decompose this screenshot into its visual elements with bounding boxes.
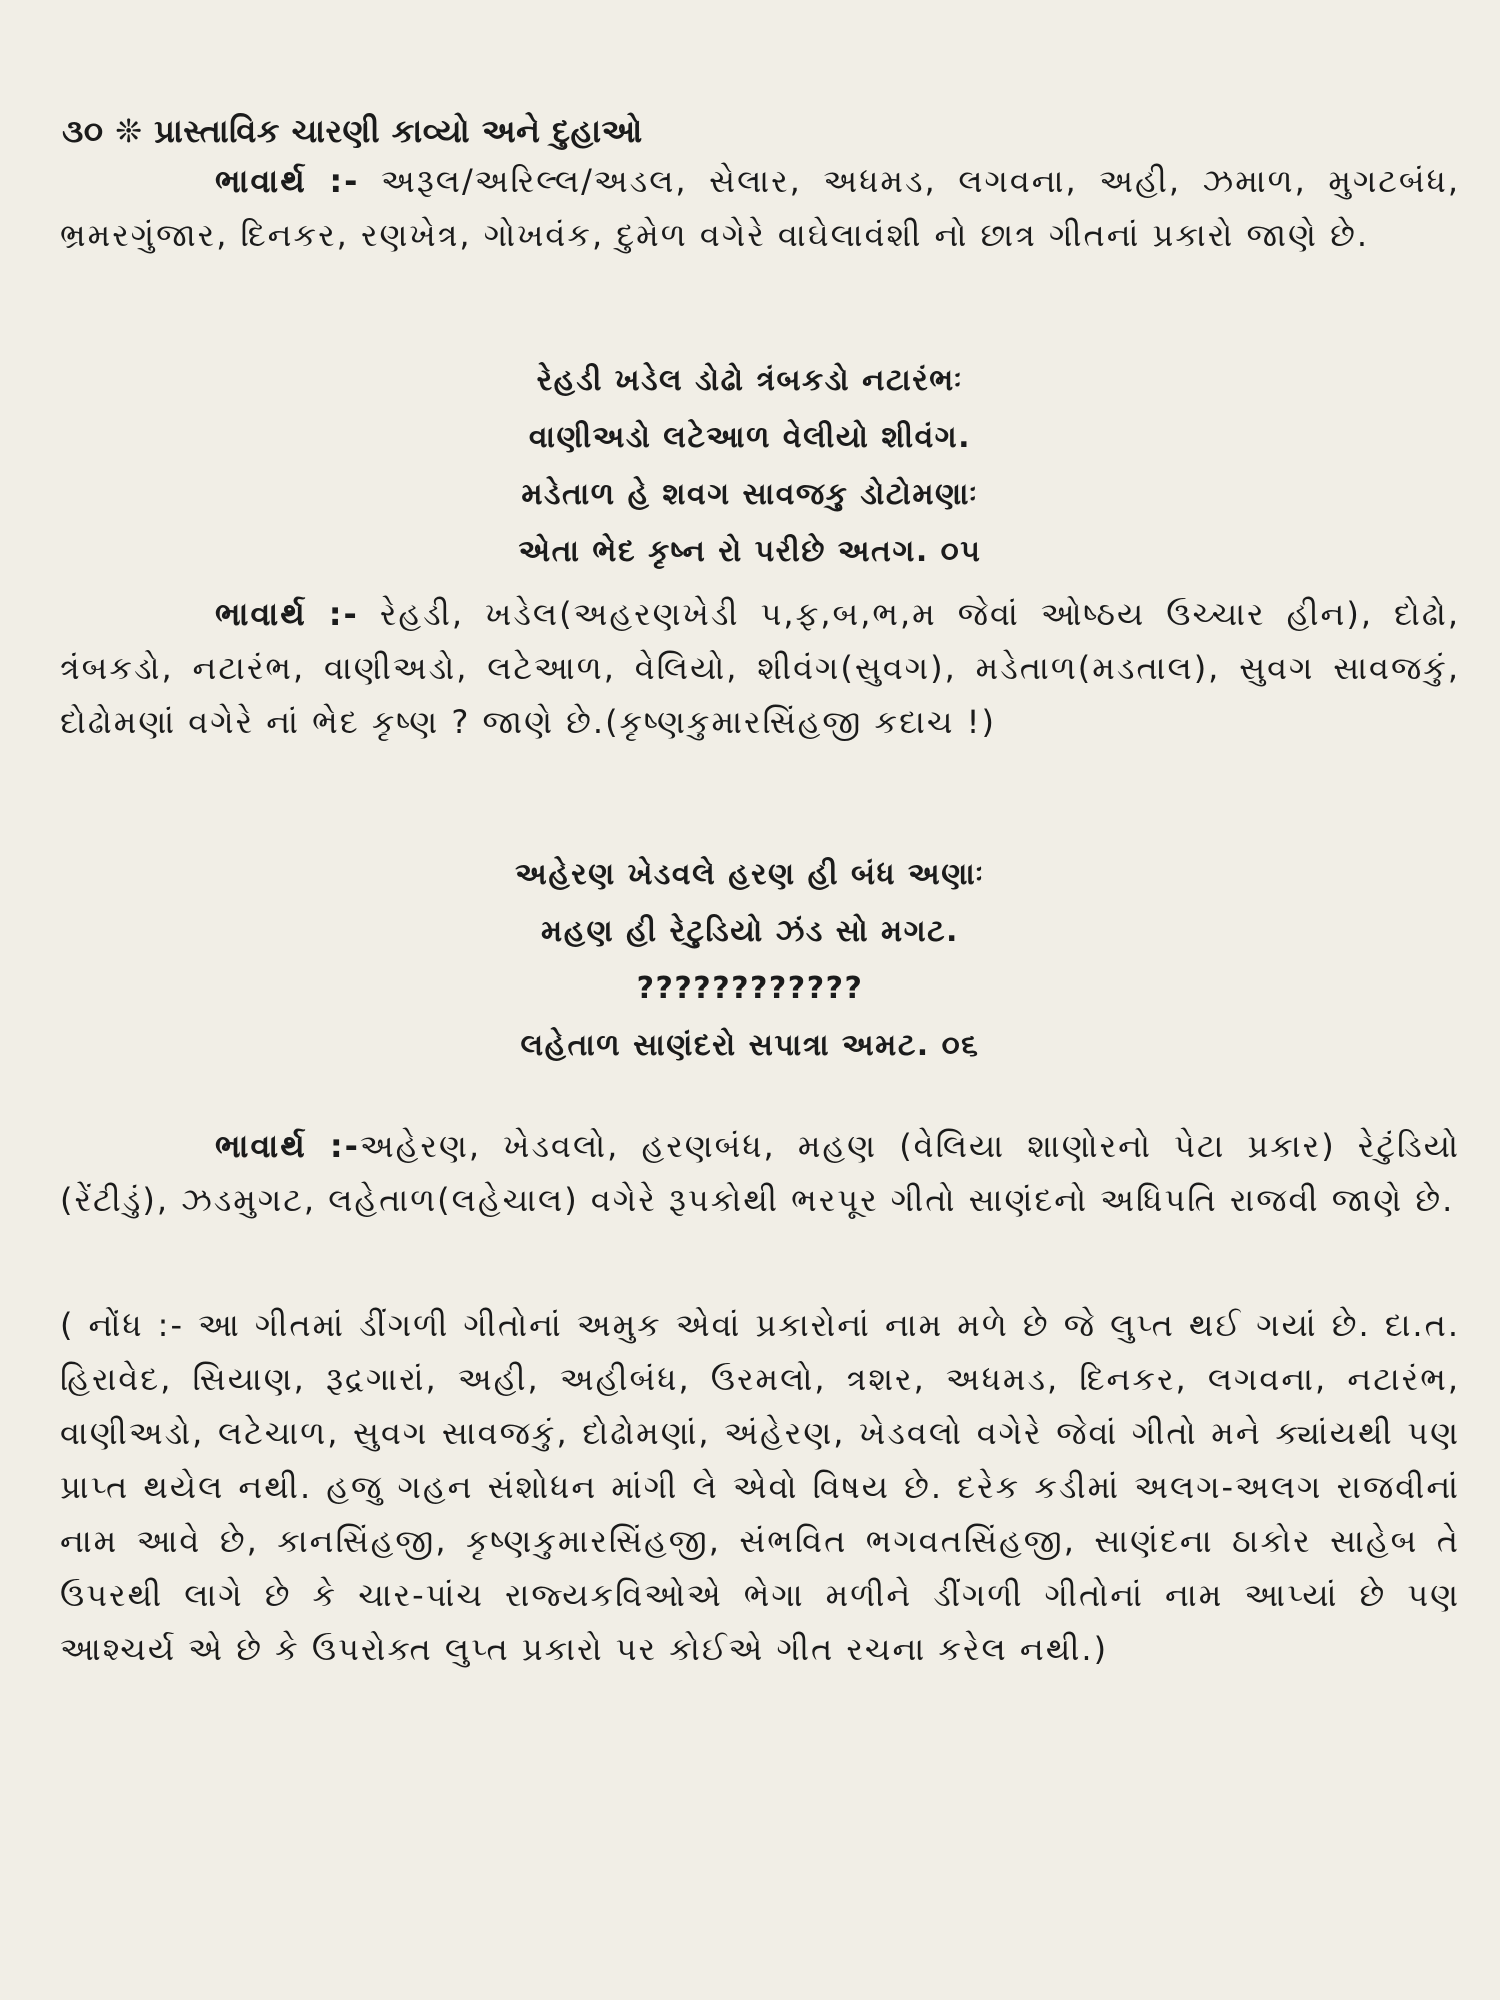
explanation-text: અહેરણ, ખેડવલો, હરણબંધ, મહણ (વેલિયા શાણોરનો પેટા પ્રકાર) રેટુંડિયો (રેંટીડું), ઝડમુગટ, લહેતાળ(લહેચાલ) વગેરે રૂપકોથી ભરપૂર ગીતો સાણંદનો અધિપતિ રાજવી જાણે છે. <box>60 1127 1460 1219</box>
note-paragraph: ( નોંધ :- આ ગીતમાં ડીંગળી ગીતોનાં અમુક એવાં પ્રકારોનાં નામ મળે છે જે લુપ્ત થઈ ગયાં છે. દા.ત. હિરાવેદ, સિયાણ, રૂદ્રગારાં, અહી, અહીબંધ, ઉરમલો, ત્રશર, અધમડ, દિનકર, લગવના, નટારંભ, વાણીઅડો, લટેચાળ, સુવગ સાવજકું, દોઢોમણાં, અંહેરણ, ખેડવલો વગેરે જેવાં ગીતો મને ક્યાંયથી પણ પ્રાપ્ત થયેલ નથી. હજુ ગહન સંશોધન માંગી લે એવો વિષય છે. દરેક કડીમાં અલગ-અલગ રાજવીનાં નામ આવે છે, કાનસિંહજી, કૃષ્ણકુમારસિંહજી, સંભવિત ભગવતસિંહજી, સાણંદના ઠાકોર સાહેબ તે ઉપરથી લાગે છે કે ચાર-પાંચ રાજ્યકવિઓએ ભેગા મળીને ડીંગળી ગીતોનાં નામ આપ્યાં છે પણ આશ્ચર્ય એ છે કે ઉપરોક્ત લુપ્ત પ્રકારો પર કોઈએ ગીત રચના કરેલ નથી.) <box>60 1306 1460 1668</box>
explanation-paragraph-2 <box>60 587 1460 749</box>
explanation-label: ભાવાર્થ :- <box>215 162 360 200</box>
verse-line: વાણીઅડો લટેઆળ વેલીયો શીવંગ. <box>528 420 972 455</box>
verse-block-1 <box>0 352 1500 580</box>
explanation-paragraph-1 <box>60 154 1460 262</box>
verse-line: એતા ભેદ કૃષ્ન રો પરીછે અતગ. ૦૫ <box>518 534 982 569</box>
verse-line: લહેતાળ સાણંદરો સપાત્રા અમટ. ૦૬ <box>520 1028 980 1063</box>
verse-line: ???????????? <box>636 971 864 1006</box>
verse-line: મડેતાળ હે શવગ સાવજકુ ડોટોમણાઃ <box>521 477 979 512</box>
verse-line: મહણ હી રેટુડિયો ઝંડ સો મગટ. <box>541 914 959 949</box>
explanation-label: ભાવાર્થ :- <box>215 1127 360 1165</box>
explanation-paragraph-3 <box>60 1119 1460 1227</box>
explanation-label: ભાવાર્થ :- <box>215 595 359 633</box>
verse-line: અહેરણ ખેડવલે હરણ હી બંધ અણાઃ <box>515 857 985 892</box>
page-header: ૩૦ ❊ પ્રાસ્તાવિક ચારણી કાવ્યો અને દુહાઓ <box>62 112 643 150</box>
explanation-text: અરૂલ/અરિલ્લ/અડલ, સેલાર, અધમડ, લગવના, અહી, ઝમાળ, મુગટબંધ, ભ્રમરગુંજાર, દિનકર, રણખેત્ર, ગોખવંક, દુમેળ વગેરે વાઘેલાવંશી નો છાત્ર ગીતનાં પ્રકારો જાણે છે. <box>60 162 1460 254</box>
verse-block-2 <box>0 846 1500 1074</box>
verse-line: રેહડી ખડેલ ડોઢો ત્રંબકડો નટારંભઃ <box>536 363 964 398</box>
explanation-text: રેહડી, ખડેલ(અહરણખેડી પ,ફ,બ,ભ,મ જેવાં ઓષ્ઠય ઉચ્ચાર હીન), દોઢો, ત્રંબકડો, નટારંભ, વાણીઅડો, લટેઆળ, વેલિયો, શીવંગ(સુવગ), મડેતાળ(મડતાલ), સુવગ સાવજકું, દોઢોમણાં વગેરે નાં ભેદ કૃષ્ણ ? જાણે છે.(કૃષ્ણકુમારસિંહજી કદાચ !) <box>60 595 1460 741</box>
